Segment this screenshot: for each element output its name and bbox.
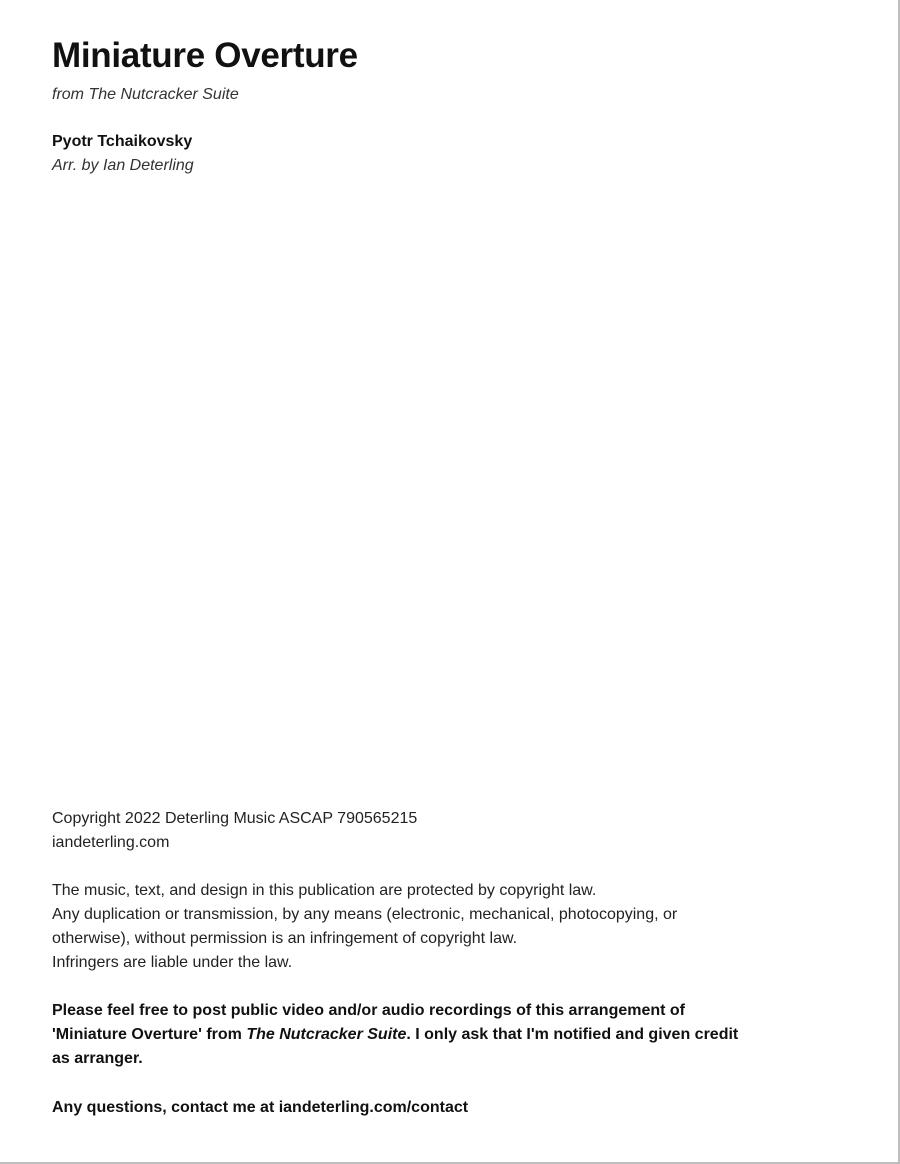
note-text: 'Miniature Overture' from [52, 1026, 247, 1043]
copyright-line: Copyright 2022 Deterling Music ASCAP 790565215 [52, 810, 418, 827]
note-line: as arranger. [52, 1050, 143, 1067]
legal-notice [52, 879, 852, 975]
note-work-title: The Nutcracker Suite [246, 1026, 407, 1043]
legal-line: otherwise), without permission is an infringement of copyright law. [52, 930, 518, 947]
website-text: iandeterling.com [52, 834, 170, 851]
legal-line: Infringers are liable under the law. [52, 954, 293, 971]
page-title: Miniature Overture [52, 36, 358, 75]
note-line: Please feel free to post public video and/or audio recordings of this arrangement of [52, 1002, 686, 1019]
arranger-credit: Arr. by Ian Deterling [52, 157, 194, 174]
note-line [52, 1023, 852, 1047]
composer-name: Pyotr Tchaikovsky [52, 133, 193, 150]
legal-line: Any duplication or transmission, by any means (electronic, mechanical, photocopying, or [52, 906, 678, 923]
note-text: . I only ask that I'm notified and given credit [406, 1026, 739, 1043]
contact-line: Any questions, contact me at iandeterling.com/contact [52, 1099, 469, 1116]
recording-permission-note [52, 999, 852, 1071]
legal-line: The music, text, and design in this publication are protected by copyright law. [52, 882, 597, 899]
subtitle: from The Nutcracker Suite [52, 86, 239, 103]
copyright-block [52, 807, 852, 855]
